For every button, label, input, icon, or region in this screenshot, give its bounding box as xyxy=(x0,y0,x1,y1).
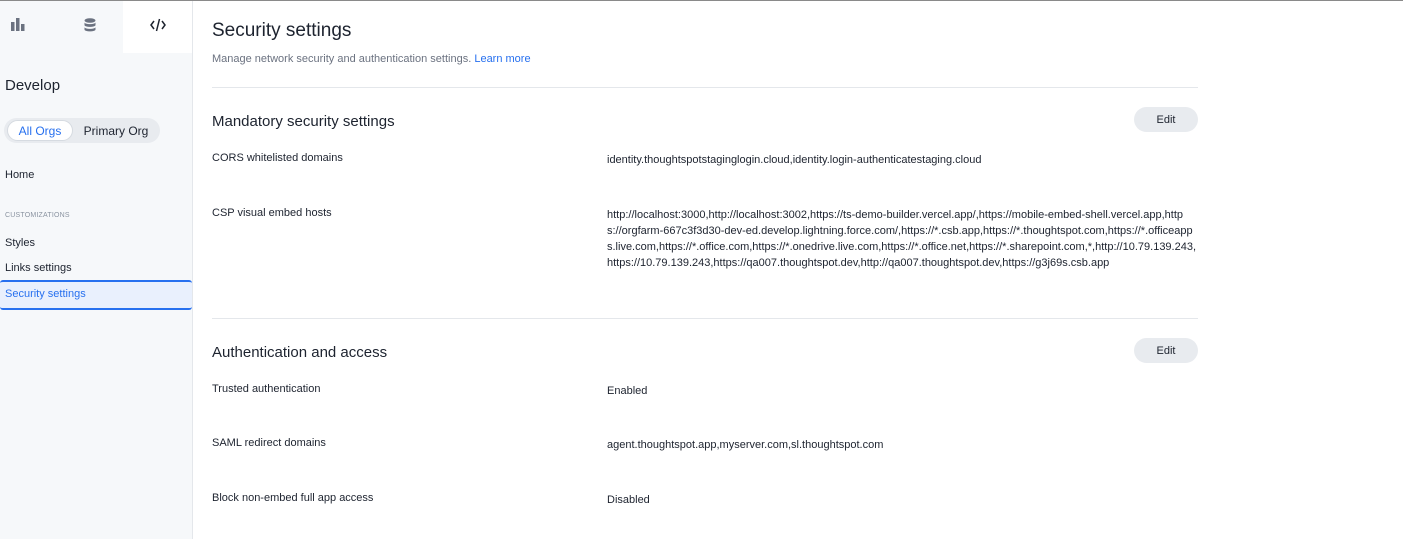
bar-chart-icon xyxy=(11,18,25,36)
saml-label: SAML redirect domains xyxy=(212,437,326,449)
edit-mandatory-button[interactable]: Edit xyxy=(1134,107,1198,132)
sidebar-category-label: CUSTOMIZATIONS xyxy=(5,212,70,219)
auth-section-title: Authentication and access xyxy=(212,344,388,361)
main-content xyxy=(212,0,1198,539)
subtitle-text: Manage network security and authentication settings. xyxy=(212,53,472,65)
divider xyxy=(212,87,1198,88)
edit-auth-button[interactable]: Edit xyxy=(1134,338,1198,363)
database-icon xyxy=(84,18,96,37)
sidebar-item-styles[interactable]: Styles xyxy=(5,237,35,249)
sidebar-icon-tabs xyxy=(0,1,192,53)
tab-data[interactable] xyxy=(56,1,123,53)
saml-value: agent.thoughtspot.app,myserver.com,sl.thoughtspot.com xyxy=(607,439,884,451)
divider xyxy=(212,318,1198,319)
block-access-label: Block non-embed full app access xyxy=(212,492,374,504)
sidebar-item-security-settings[interactable] xyxy=(0,280,192,310)
all-orgs-button[interactable]: All Orgs xyxy=(7,120,73,141)
mandatory-section-title: Mandatory security settings xyxy=(212,113,395,130)
page-subtitle xyxy=(212,53,531,65)
tab-develop[interactable] xyxy=(123,1,192,53)
page-title: Security settings xyxy=(212,20,352,41)
trusted-auth-value: Enabled xyxy=(607,385,648,397)
org-toggle xyxy=(4,118,160,143)
sidebar xyxy=(0,1,193,539)
csp-label: CSP visual embed hosts xyxy=(212,207,332,219)
code-icon xyxy=(150,18,166,37)
cors-value: identity.thoughtspotstaginglogin.cloud,identity.login-authenticatestaging.cloud xyxy=(607,154,982,166)
sidebar-item-home[interactable]: Home xyxy=(5,169,35,181)
sidebar-title: Develop xyxy=(5,77,61,94)
primary-org-button[interactable]: Primary Org xyxy=(83,123,149,138)
sidebar-item-label: Security settings xyxy=(5,288,86,300)
tab-analytics[interactable] xyxy=(0,1,56,53)
cors-label: CORS whitelisted domains xyxy=(212,152,343,164)
trusted-auth-label: Trusted authentication xyxy=(212,383,321,395)
sidebar-item-links-settings[interactable]: Links settings xyxy=(5,262,72,274)
block-access-value: Disabled xyxy=(607,494,650,506)
learn-more-link[interactable]: Learn more xyxy=(474,53,531,65)
csp-value: http://localhost:3000,http://localhost:3002,https://ts-demo-builder.vercel.app/,https://mobile-embed-shell.vercel.app,https://orgfarm-667c3f3d30-dev-ed.develop.lightning.force.com/,https://*.csb.app,https://*.thoughtspot.com,https://*.officeapps.live.com,https://*.office.com,https://*.onedrive.live.com,https://*.office.net,https://*.sharepoint.com,*,http://10.79.139.243,https://10.79.139.243,https://qa007.thoughtspot.dev,http://qa007.thoughtspot.dev,https://g3j69s.csb.app xyxy=(607,209,1197,269)
